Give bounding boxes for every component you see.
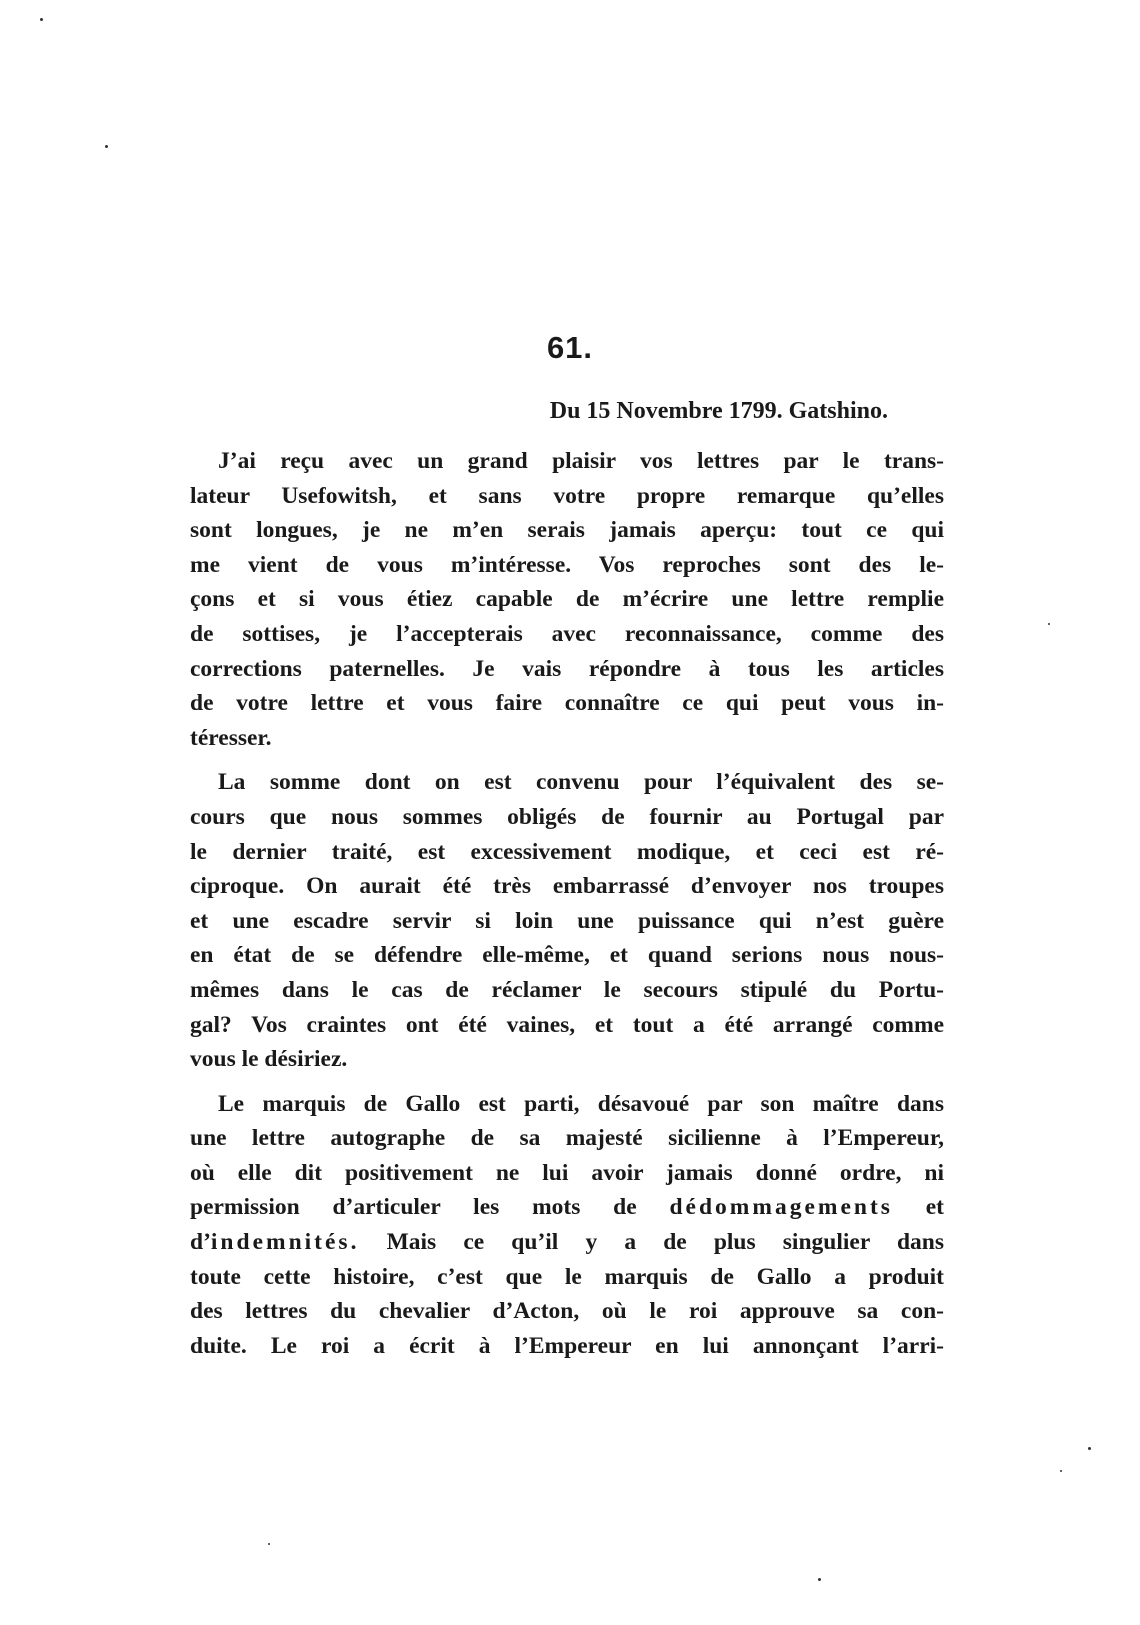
letter-number: 61. [546, 330, 594, 365]
text-line: duite. Le roi a écrit à l’Empereur en lui annonçant l’arri- [190, 1332, 944, 1359]
text-fragment: Mais ce qu’il y a de plus singulier dans [359, 1229, 944, 1256]
text-line: sont longues, je ne m’en serais jamais aperçu: tout ce qui [190, 517, 944, 544]
text-line: le dernier traité, est excessivement modique, et ceci est ré- [190, 838, 944, 865]
text-line: toute cette histoire, c’est que le marquis de Gallo a produit [190, 1263, 944, 1290]
scan-speck [105, 145, 108, 148]
text-line: une lettre autographe de sa majesté sicilienne à l’Empereur, [190, 1125, 944, 1152]
scan-speck [268, 1543, 270, 1545]
text-line: Le marquis de Gallo est parti, désavoué par son maître dans [218, 1090, 944, 1117]
text-line: ciproque. On aurait été très embarrassé d’envoyer nos troupes [190, 873, 944, 900]
text-line: téresser. [190, 724, 272, 751]
text-line-with-spaced-word [162, 1190, 944, 1225]
text-line: me vient de vous m’intéresse. Vos reproches sont des le- [190, 551, 944, 578]
scan-speck [40, 18, 43, 21]
text-line: gal? Vos craintes ont été vaines, et tout a été arrangé comme [190, 1011, 944, 1038]
text-line: cours que nous sommes obligés de fournir au Portugal par [190, 803, 944, 830]
text-line: et une escadre servir si loin une puissance qui n’est guère [190, 907, 944, 934]
scan-speck [818, 1578, 821, 1581]
dateline: Du 15 Novembre 1799. Gatshino. [549, 398, 888, 424]
text-line: vous le désiriez. [190, 1046, 348, 1073]
text-line-with-spaced-word [162, 1225, 944, 1260]
text-line: de sottises, je l’accepterais avec reconnaissance, comme des [190, 620, 944, 647]
paragraph-1 [162, 444, 944, 755]
letter-body [162, 444, 944, 1373]
spaced-word: indemnités. [210, 1229, 360, 1256]
text-line: lateur Usefowitsh, et sans votre propre remarque qu’elles [190, 482, 944, 509]
text-line: mêmes dans le cas de réclamer le secours stipulé du Portu- [190, 976, 944, 1003]
text-line: çons et si vous étiez capable de m’écrire une lettre remplie [190, 586, 944, 613]
scan-speck [1048, 623, 1050, 625]
text-line: La somme dont on est convenu pour l’équivalent des se- [218, 769, 944, 796]
text-fragment: et [892, 1194, 944, 1221]
paragraph-2 [162, 765, 944, 1076]
text-line: de votre lettre et vous faire connaître ce qui peut vous in- [190, 690, 944, 717]
paragraph-3 [162, 1087, 944, 1364]
text-fragment: permission d’articuler les mots de [190, 1194, 637, 1221]
text-line: corrections paternelles. Je vais répondre à tous les articles [190, 655, 944, 682]
text-line: J’ai reçu avec un grand plaisir vos lettres par le trans- [218, 448, 944, 474]
scan-speck [1060, 1470, 1062, 1472]
text-line: en état de se défendre elle-même, et quand serions nous nous- [190, 942, 944, 969]
text-line: des lettres du chevalier d’Acton, où le roi approuve sa con- [190, 1298, 944, 1325]
text-line: où elle dit positivement ne lui avoir jamais donné ordre, ni [190, 1159, 944, 1186]
spaced-word: dédommagements [669, 1194, 893, 1221]
scan-speck [1088, 1447, 1091, 1450]
text-fragment: d’ [190, 1229, 211, 1256]
